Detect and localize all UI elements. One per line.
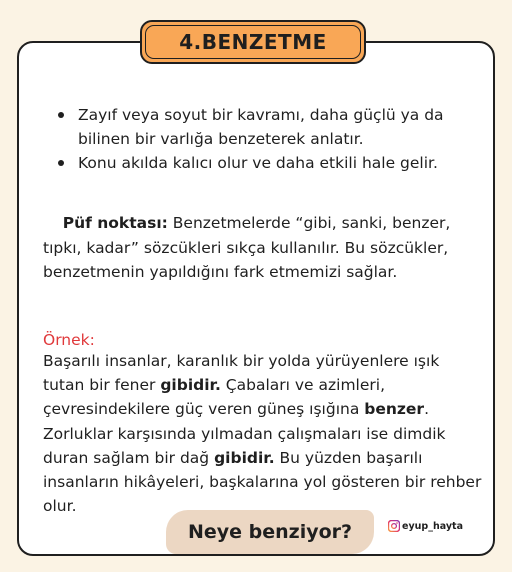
example-text: . Zorluklar karşısında yılmadan çalışmaları ise dimdik duran sağlam bir dağ — [43, 400, 446, 467]
bullet-list — [58, 103, 478, 175]
example-text: Bu yüzden başarılı insanların hikâyeleri, başkalarına yol gösteren bir rehber olur. — [43, 448, 482, 516]
instagram-icon — [388, 520, 400, 532]
tip-paragraph — [43, 211, 483, 285]
example-keyword: gibidir. — [160, 376, 221, 395]
example-keyword: benzer — [364, 400, 425, 419]
title-tab — [140, 20, 366, 64]
handle-text: eyup_hayta — [402, 520, 463, 532]
tip-label: Püf noktası: — [62, 214, 168, 232]
question-banner — [166, 510, 374, 554]
example-text: Başarılı insanlar, karanlık bir yolda yürüyenlere ışık tutan bir fener — [43, 352, 440, 395]
example-paragraph — [43, 349, 483, 518]
example-label: Örnek: — [43, 331, 95, 349]
page-title: 4.BENZETME — [179, 30, 327, 54]
question-text: Neye benziyor? — [187, 521, 353, 543]
example-keyword: gibidir. — [214, 448, 275, 467]
bullet-item: Konu akılda kalıcı olur ve daha etkili hale gelir. — [58, 151, 478, 175]
bullet-item: Zayıf veya soyut bir kavramı, daha güçlü ya da bilinen bir varlığa benzeterek anlatır. — [58, 103, 478, 151]
instagram-handle — [388, 520, 463, 532]
tip-text: Benzetmelerde “gibi, sanki, benzer, tıpkı, kadar” sözcükleri sıkça kullanılır. Bu sözcükler, benzetmenin yapıldığını fark etmemizi sağlar. — [43, 214, 451, 281]
example-text: Çabaları ve azimleri, çevresindekilere güç veren güneş ışığına — [43, 376, 385, 419]
